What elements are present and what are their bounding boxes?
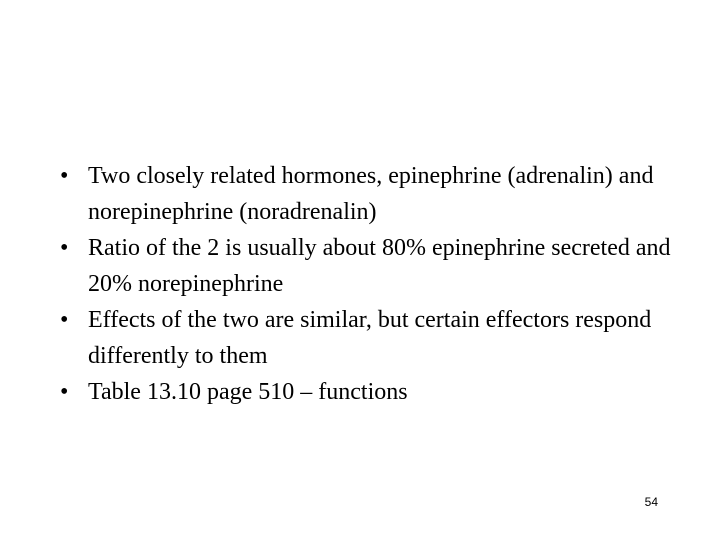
bullet-text: Ratio of the 2 is usually about 80% epinephrine secreted and 20% norepinephrine xyxy=(88,235,671,297)
bullet-marker: • xyxy=(60,235,69,261)
page-number: 54 xyxy=(644,495,658,509)
bullet-marker: • xyxy=(60,379,69,405)
bullet-text: Effects of the two are similar, but certain effectors respond differently to them xyxy=(88,307,652,369)
bullet-item-ratio xyxy=(60,230,700,302)
bullet-text: Two closely related hormones, epinephrine (adrenalin) and norepinephrine (noradrenalin) xyxy=(88,163,654,225)
bullet-text: Table 13.10 page 510 – functions xyxy=(88,379,408,405)
bullet-list xyxy=(60,158,700,410)
bullet-item-hormones xyxy=(60,158,700,230)
bullet-marker: • xyxy=(60,163,69,189)
bullet-marker: • xyxy=(60,307,69,333)
bullet-item-effects xyxy=(60,302,700,374)
bullet-item-table-reference xyxy=(60,374,700,410)
